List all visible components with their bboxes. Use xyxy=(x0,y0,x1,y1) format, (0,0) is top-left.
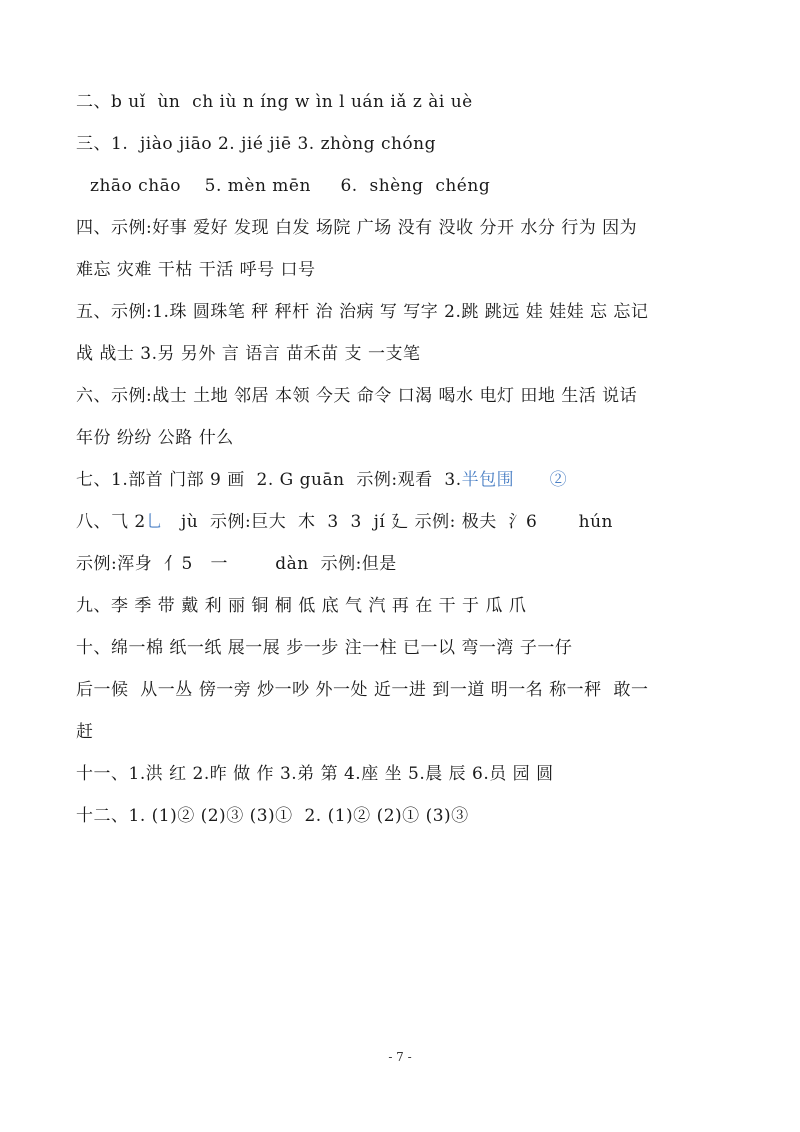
answer-line-8-cont: 示例:浑身 亻5 一 dàn 示例:但是 xyxy=(76,554,397,574)
answer-line-5: 五、示例:1.珠 圆珠笔 秤 秤杆 治 治病 写 写字 2.跳 跳远 娃 娃娃 忘 忘记 xyxy=(76,302,649,322)
answer-line-7-text: 七、1.部首 门部 9 画 2. G guān 示例:观看 3. xyxy=(76,470,462,490)
answer-line-5-cont: 战 战士 3.另 另外 言 语言 苗禾苗 支 一支笔 xyxy=(76,344,421,364)
answer-line-10: 十、绵一棉 纸一纸 展一展 步一步 注一柱 已一以 弯一湾 子一仔 xyxy=(76,638,573,658)
answer-line-9: 九、李 季 带 戴 利 丽 铜 桐 低 底 气 汽 再 在 干 于 瓜 爪 xyxy=(76,596,527,616)
answer-line-3-cont: zhāo chāo 5. mèn mēn 6. shèng chéng xyxy=(90,176,491,196)
answer-line-8-text: 八、⺄ 2 xyxy=(76,512,146,532)
answer-line-12: 十二、1. (1)② (2)③ (3)① 2. (1)② (2)① (3)③ xyxy=(76,806,469,826)
answer-line-8 xyxy=(76,510,736,534)
answer-line-2: 二、b uǐ ùn ch iù n íng w ìn l uán iǎ z ài uè xyxy=(76,92,473,112)
blue-stroke-mark: 乚 xyxy=(145,512,164,532)
answer-line-11: 十一、1.洪 红 2.昨 做 作 3.弟 第 4.座 坐 5.晨 辰 6.员 园 圆 xyxy=(76,764,554,784)
answer-line-8-rest: jù 示例:巨大 木 3 3 jí 廴 示例: 极夫 氵6 hún xyxy=(163,512,614,532)
answer-line-4: 四、示例:好事 爱好 发现 白发 场院 广场 没有 没收 分开 水分 行为 因为 xyxy=(76,218,638,238)
answer-line-6-cont: 年份 纷纷 公路 什么 xyxy=(76,428,234,448)
page-number: - 7 - xyxy=(388,1050,412,1064)
blue-mark: 半包围 ② xyxy=(461,470,568,490)
answer-line-10-cont: 后一候 从一丛 傍一旁 炒一吵 外一处 近一进 到一道 明一名 称一秤 敢一 xyxy=(76,680,649,700)
answer-line-7 xyxy=(76,468,736,492)
answer-line-10-end: 赶 xyxy=(76,722,94,742)
answer-line-4-cont: 难忘 灾难 干枯 干活 呼号 口号 xyxy=(76,260,316,280)
answer-line-3: 三、1. jiào jiāo 2. jié jiē 3. zhòng chóng xyxy=(76,134,436,154)
answer-line-6: 六、示例:战士 土地 邻居 本领 今天 命令 口渴 喝水 电灯 田地 生活 说话 xyxy=(76,386,638,406)
